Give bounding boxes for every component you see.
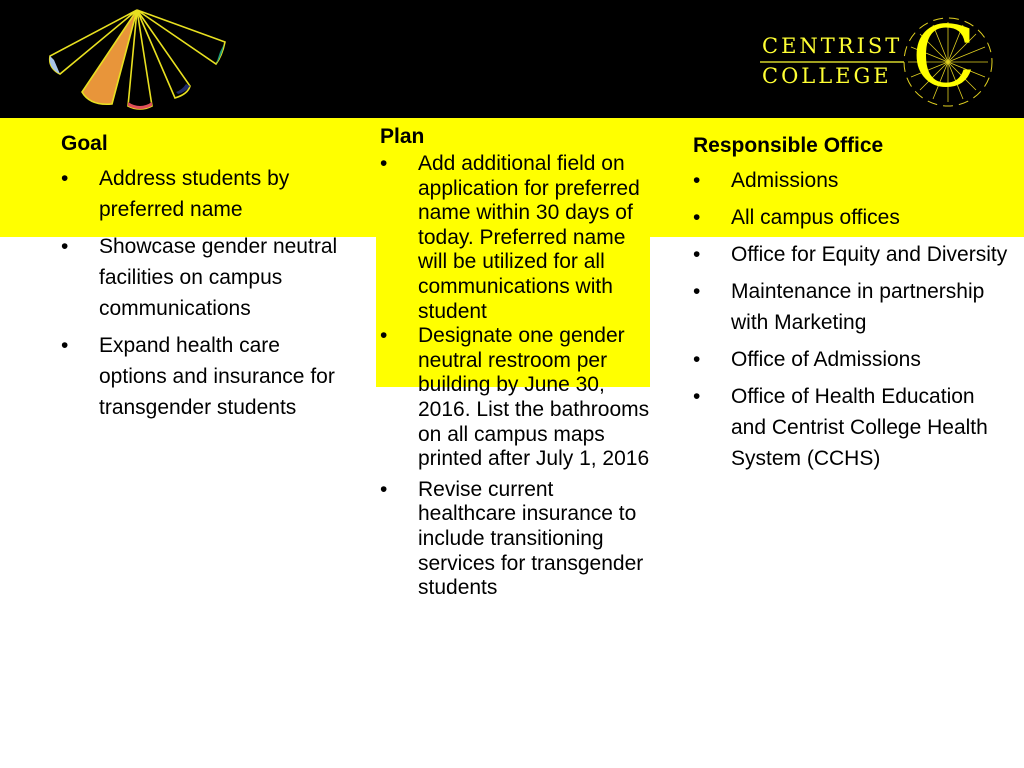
fan-logo-icon <box>40 6 240 114</box>
plan-heading: Plan <box>380 125 425 148</box>
bullet-icon: • <box>380 152 388 175</box>
goal-item: • Showcase gender neutral facilities on campus communications <box>61 231 341 324</box>
bullet-icon: • <box>693 243 701 266</box>
office-item: • Admissions <box>693 165 1013 196</box>
bullet-icon: • <box>380 324 388 348</box>
plan-item: • Revise current healthcare insurance to include transitioning services for transgender students <box>380 477 644 600</box>
plan-item: • Add additional field on application for preferred name within 30 days of today. Preferred name will be utilized for all communications with student <box>380 152 640 323</box>
bullet-icon: • <box>61 167 69 190</box>
office-item: • All campus offices <box>693 202 1013 233</box>
bullet-icon: • <box>693 206 701 229</box>
bullet-icon: • <box>693 348 701 371</box>
bullet-icon: • <box>693 169 701 192</box>
office-item: • Office of Health Education and Centrist College Health System (CCHS) <box>693 381 1013 474</box>
bullet-icon: • <box>380 477 388 501</box>
bullet-icon: • <box>61 235 69 258</box>
bullet-icon: • <box>693 385 701 408</box>
bullet-icon: • <box>61 334 69 357</box>
office-item: • Maintenance in partnership with Marketing <box>693 276 1013 338</box>
responsible-office-heading: Responsible Office <box>693 134 884 157</box>
responsible-office-column <box>693 133 1013 474</box>
bullet-icon: • <box>693 280 701 303</box>
goal-item: • Address students by preferred name <box>61 163 341 225</box>
svg-text:C: C <box>911 8 977 106</box>
office-item: • Office of Admissions <box>693 344 1013 375</box>
brand-line-college: COLLEGE <box>762 64 892 88</box>
goal-list <box>61 163 341 423</box>
goal-heading: Goal <box>61 132 108 155</box>
plan-column <box>380 124 650 601</box>
goal-item: • Expand health care options and insurance for transgender students <box>61 330 341 423</box>
college-emblem-icon <box>758 6 994 112</box>
brand-line-centrist: CENTRIST <box>762 34 903 58</box>
plan-list <box>380 152 650 601</box>
plan-item: • Designate one gender neutral restroom per building by June 30, 2016. List the bathrooms on all campus maps printed after July 1, 2016 <box>380 324 650 471</box>
responsible-office-list <box>693 165 1013 474</box>
office-item: • Office for Equity and Diversity <box>693 239 1013 270</box>
goal-column <box>61 131 341 423</box>
